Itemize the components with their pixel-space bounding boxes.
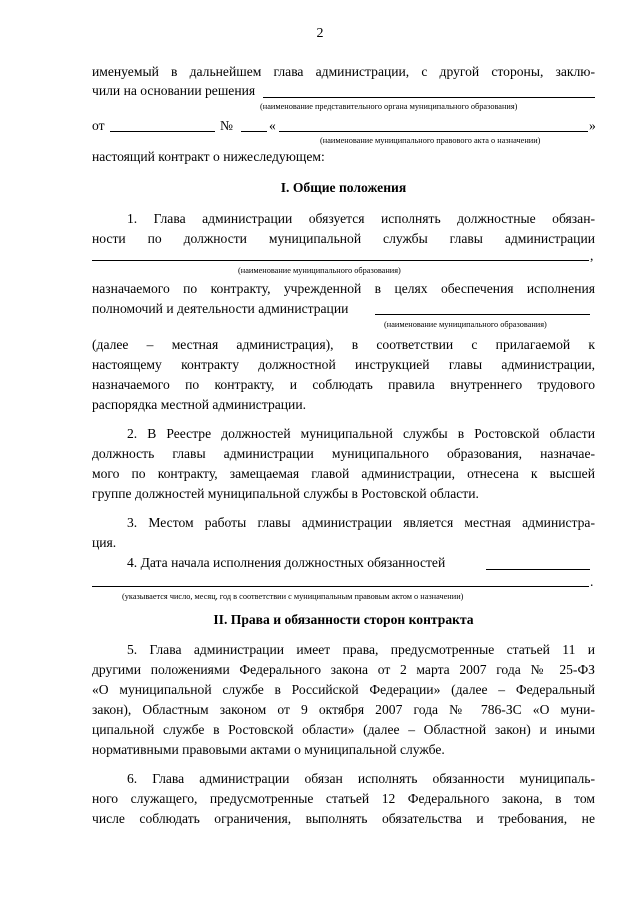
p1-comma: , [590, 248, 594, 263]
p6-line-1: 6. Глава администрации обязан исполнять обязанности муниципаль- [127, 771, 595, 786]
p2-line-1: 2. В Реестре должностей муниципальной службы в Ростовской области [127, 426, 595, 441]
p6-line-3: числе соблюдать ограничения, выполнять обязательства и требования, не [92, 811, 595, 826]
decision-blank-underline [263, 97, 595, 98]
p1-line-2: ности по должности муниципальной службы главы администрации [92, 231, 595, 246]
page-number: 2 [316, 26, 324, 41]
administration-blank-underline [375, 314, 590, 315]
p1-line-4: назначаемого по контракту, учрежденной в целях обеспечения исполнения [92, 281, 595, 296]
p5-line-5: ципальной службе в Ростовской области» (далее – Областной закон) и иными [92, 722, 595, 737]
p1-line-1: 1. Глава администрации обязуется исполнять должностные обязан- [127, 211, 595, 226]
intro-line-2: чили на основании решения [92, 83, 256, 98]
caption-legal-act: (наименование муниципального правового акта о назначении) [320, 136, 541, 145]
municipality-blank-underline [92, 260, 589, 261]
p1-line-8: назначаемого по контракту, и соблюдать правила внутреннего трудового [92, 377, 595, 392]
p2-line-3: мого по контракту, замещаемая главой администрации, отнесена к высшей [92, 466, 595, 481]
p4-line-1: 4. Дата начала исполнения должностных обязанностей [127, 555, 446, 570]
p4-dot: . [590, 574, 594, 589]
p5-line-6: нормативными правовыми актами о муниципальной службе. [92, 742, 445, 757]
start-date-blank-underline-2 [92, 586, 589, 587]
intro-line-4: настоящий контракт о нижеследующем: [92, 149, 325, 164]
p6-line-2: ного служащего, предусмотренные статьей 12 Федерального закона, в том [92, 791, 595, 806]
quote-open: « [269, 118, 276, 133]
from-label: от [92, 118, 105, 133]
caption-representative-body: (наименование представительного органа муниципального образования) [260, 102, 518, 111]
p5-line-1: 5. Глава администрации имеет права, предусмотренные статьей 11 и [127, 642, 595, 657]
p5-line-4: закон), Областным законом от 9 октября 2007 года № 786-ЗС «О муни- [92, 702, 595, 717]
act-name-blank-underline [279, 131, 588, 132]
start-date-blank-underline-1 [486, 569, 590, 570]
caption-municipality-1: (наименование муниципального образования) [238, 266, 401, 275]
section-1-title: I. Общие положения [280, 180, 407, 195]
p1-line-7: настоящему контракту должностной инструкцией главы администрации, [92, 357, 595, 372]
quote-close: » [589, 118, 596, 133]
caption-municipality-2: (наименование муниципального образования) [384, 320, 547, 329]
p2-line-2: должность главы администрации муниципального образования, назначае- [92, 446, 595, 461]
intro-line-1: именуемый в дальнейшем глава администрации, с другой стороны, заклю- [92, 64, 595, 79]
p2-line-4: группе должностей муниципальной службы в Ростовской области. [92, 486, 479, 501]
p1-line-6: (далее – местная администрация), в соответствии с прилагаемой к [92, 337, 595, 352]
number-blank-underline [241, 131, 267, 132]
section-2-title: II. Права и обязанности сторон контракта [213, 612, 474, 627]
p5-line-2: другими положениями Федерального закона от 2 марта 2007 года № 25-ФЗ [92, 662, 595, 677]
p1-line-9: распорядка местной администрации. [92, 397, 306, 412]
p1-line-5: полномочий и деятельности администрации [92, 301, 349, 316]
p3-line-2: ция. [92, 535, 117, 550]
p5-line-3: «О муниципальной службе в Российской Федерации» (далее – Федеральный [92, 682, 595, 697]
caption-start-date: (указывается число, месяц, год в соответствии с муниципальным правовым актом о назначении) [122, 592, 464, 601]
date-blank-underline [110, 131, 215, 132]
p3-line-1: 3. Местом работы главы администрации является местная администра- [127, 515, 595, 530]
number-sign: № [220, 118, 233, 133]
